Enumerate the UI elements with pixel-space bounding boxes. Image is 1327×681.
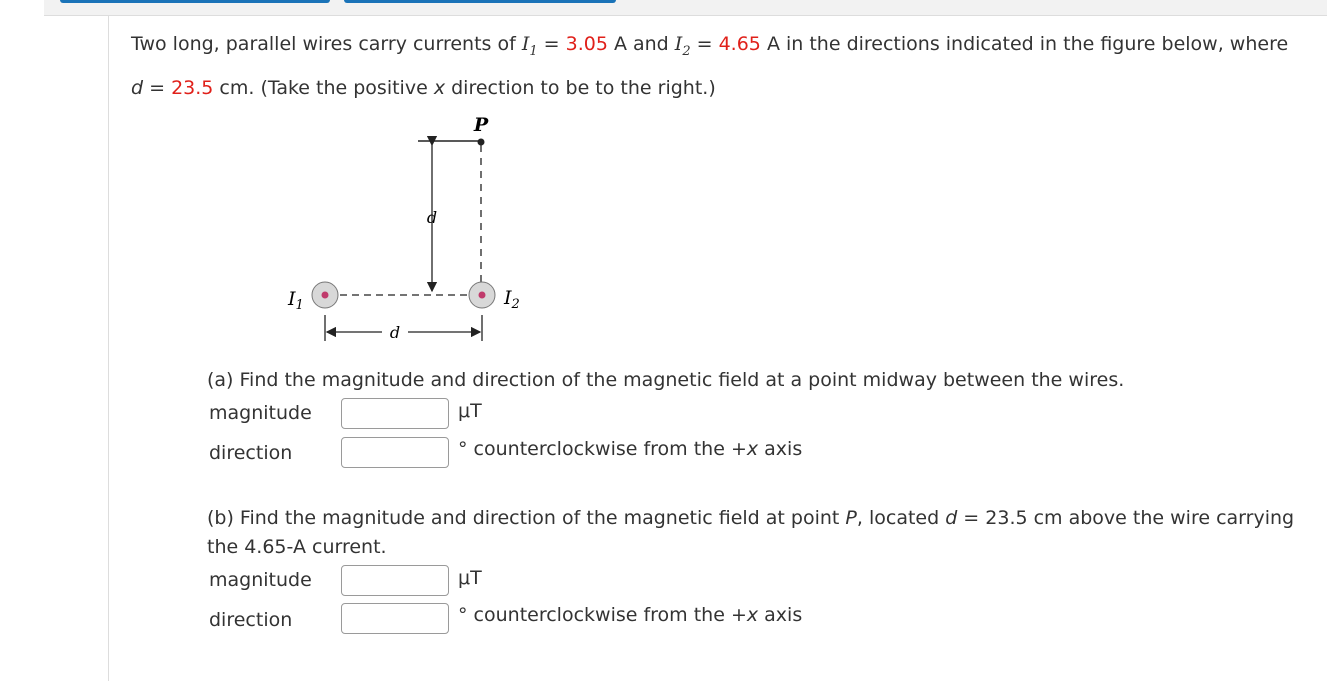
part-a-direction-unit: ° counterclockwise from the +x axis [458, 438, 803, 460]
part-a-prompt: (a) Find the magnitude and direction of the magnetic field at a point midway between the wires. [207, 369, 1125, 391]
part-a-magnitude-label: magnitude [209, 402, 312, 424]
left-gutter-divider [108, 16, 109, 681]
unit-a-and: A and [607, 33, 675, 55]
wire-2-current-dot [479, 292, 486, 299]
part-b-direction-label: direction [209, 609, 293, 631]
part-a-magnitude-unit: μT [458, 400, 482, 422]
part-b-magnitude-label: magnitude [209, 569, 312, 591]
i2-symbol: $I_2$ [674, 33, 691, 59]
question-tail: direction to be to the right.) [445, 76, 716, 99]
i2-value: 4.65 [718, 33, 761, 55]
part-a-direction-input[interactable] [341, 437, 449, 468]
after-i2-text: A in the directions indicated in the figure below, where [760, 33, 1289, 55]
i1-symbol: $I_1$ [521, 33, 538, 59]
after-d-text: cm. (Take the positive [213, 76, 434, 99]
question-text [131, 26, 1311, 106]
top-tab-right[interactable] [344, 0, 616, 3]
i2-figure-label: $I_2$ [504, 287, 520, 312]
x-symbol: x [433, 76, 446, 99]
point-p-label: P [473, 114, 489, 136]
i1-figure-label: $I_1$ [288, 288, 304, 313]
part-b-prompt: (b) Find the magnitude and direction of the magnetic field at point P, located d = 23.5 cm above the wire carrying the 4.65-A current. [207, 507, 1295, 558]
part-b-magnitude-unit: μT [458, 567, 482, 589]
top-toolbar-strip [44, 0, 1327, 16]
part-b-direction-unit: ° counterclockwise from the +x axis [458, 604, 803, 626]
d-symbol: d [131, 76, 144, 99]
question-intro: Two long, parallel wires carry currents of [131, 33, 522, 55]
equals-sign: = [537, 33, 566, 55]
wires-figure [270, 105, 530, 345]
vertical-d-label: d [426, 208, 438, 227]
top-tab-left[interactable] [60, 0, 330, 3]
horizontal-d-label: d [389, 323, 401, 342]
d-value: 23.5 [171, 76, 214, 99]
wire-1-current-dot [322, 292, 329, 299]
part-a-direction-label: direction [209, 442, 293, 464]
part-b-magnitude-input[interactable] [341, 565, 449, 596]
i1-value: 3.05 [565, 33, 608, 55]
equals-sign-2: = [690, 33, 719, 55]
part-b-direction-input[interactable] [341, 603, 449, 634]
equals-sign-3: = [143, 76, 172, 99]
point-p-dot [478, 139, 485, 146]
part-a-magnitude-input[interactable] [341, 398, 449, 429]
